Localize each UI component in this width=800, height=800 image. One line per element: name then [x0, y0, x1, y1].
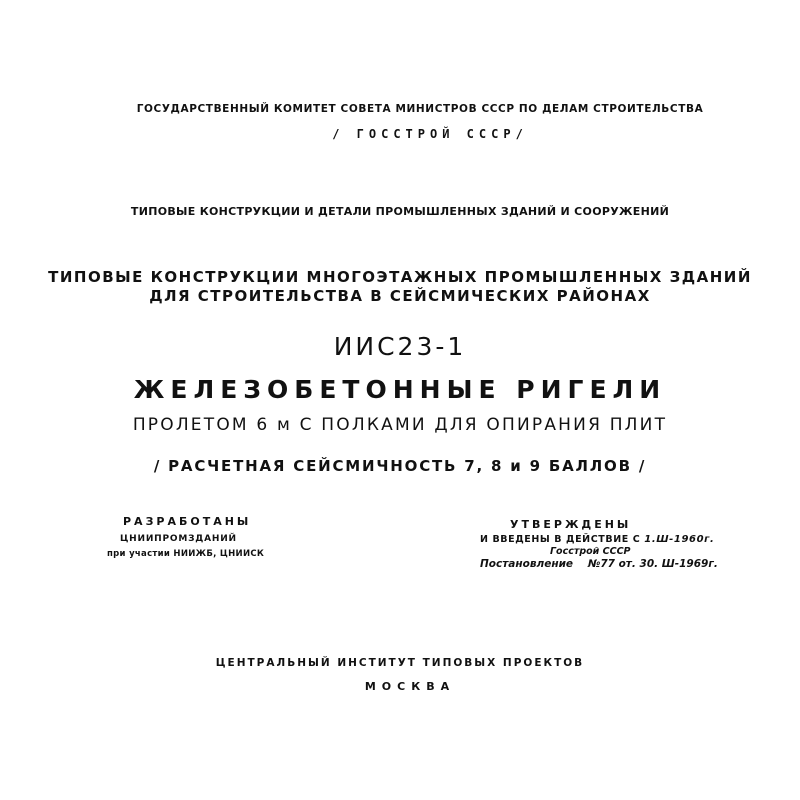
developed-heading: РАЗРАБОТАНЫ [123, 515, 252, 528]
developer-organization: ЦНИИПРОМЗДАНИЙ [120, 534, 237, 544]
seismicity-note: / РАСЧЕТНАЯ СЕЙСМИЧНОСТЬ 7, 8 и 9 БАЛЛОВ / [153, 457, 647, 475]
decree-number: №77 от. 30. Ш-1969г. [587, 558, 718, 570]
enacted-prefix: И ВВЕДЕНЫ В ДЕЙСТВИЕ С [480, 534, 641, 545]
developer-participants: при участии НИИЖБ, ЦНИИСК [107, 549, 265, 559]
approved-heading: УТВЕРЖДЕНЫ [510, 518, 632, 531]
subseries-title-line-2: ДЛЯ СТРОИТЕЛЬСТВА В СЕЙСМИЧЕСКИХ РАЙОНАХ [149, 287, 651, 305]
product-subtitle: ПРОЛЕТОМ 6 м С ПОЛКАМИ ДЛЯ ОПИРАНИЯ ПЛИТ [132, 415, 668, 435]
decree-label: Постановление [480, 558, 574, 570]
publisher-city: МОСКВА [364, 680, 456, 693]
subseries-title-line-1: ТИПОВЫЕ КОНСТРУКЦИИ МНОГОЭТАЖНЫХ ПРОМЫШЛЕННЫХ ЗДАНИЙ [48, 268, 752, 286]
approved-block [480, 518, 740, 570]
publisher-institute: ЦЕНТРАЛЬНЫЙ ИНСТИТУТ ТИПОВЫХ ПРОЕКТОВ [215, 657, 585, 669]
product-title: ЖЕЛЕЗОБЕТОННЫЕ РИГЕЛИ [133, 375, 667, 404]
developed-by-block [107, 515, 300, 559]
committee-name: ГОСУДАРСТВЕННЫЙ КОМИТЕТ СОВЕТА МИНИСТРОВ СССР ПО ДЕЛАМ СТРОИТЕЛЬСТВА [136, 103, 704, 115]
approving-organization: Госстрой СССР [550, 546, 631, 557]
enacted-line [480, 534, 740, 545]
series-title: ТИПОВЫЕ КОНСТРУКЦИИ И ДЕТАЛИ ПРОМЫШЛЕННЫХ ЗДАНИЙ И СООРУЖЕНИЙ [130, 205, 670, 218]
decree-line [480, 558, 740, 570]
series-code: ИИС23-1 [333, 332, 467, 361]
enacted-date: 1.Ш-1960г. [644, 534, 715, 545]
gosstroy-label: / ГОССТРОЙ СССР/ [332, 127, 528, 141]
